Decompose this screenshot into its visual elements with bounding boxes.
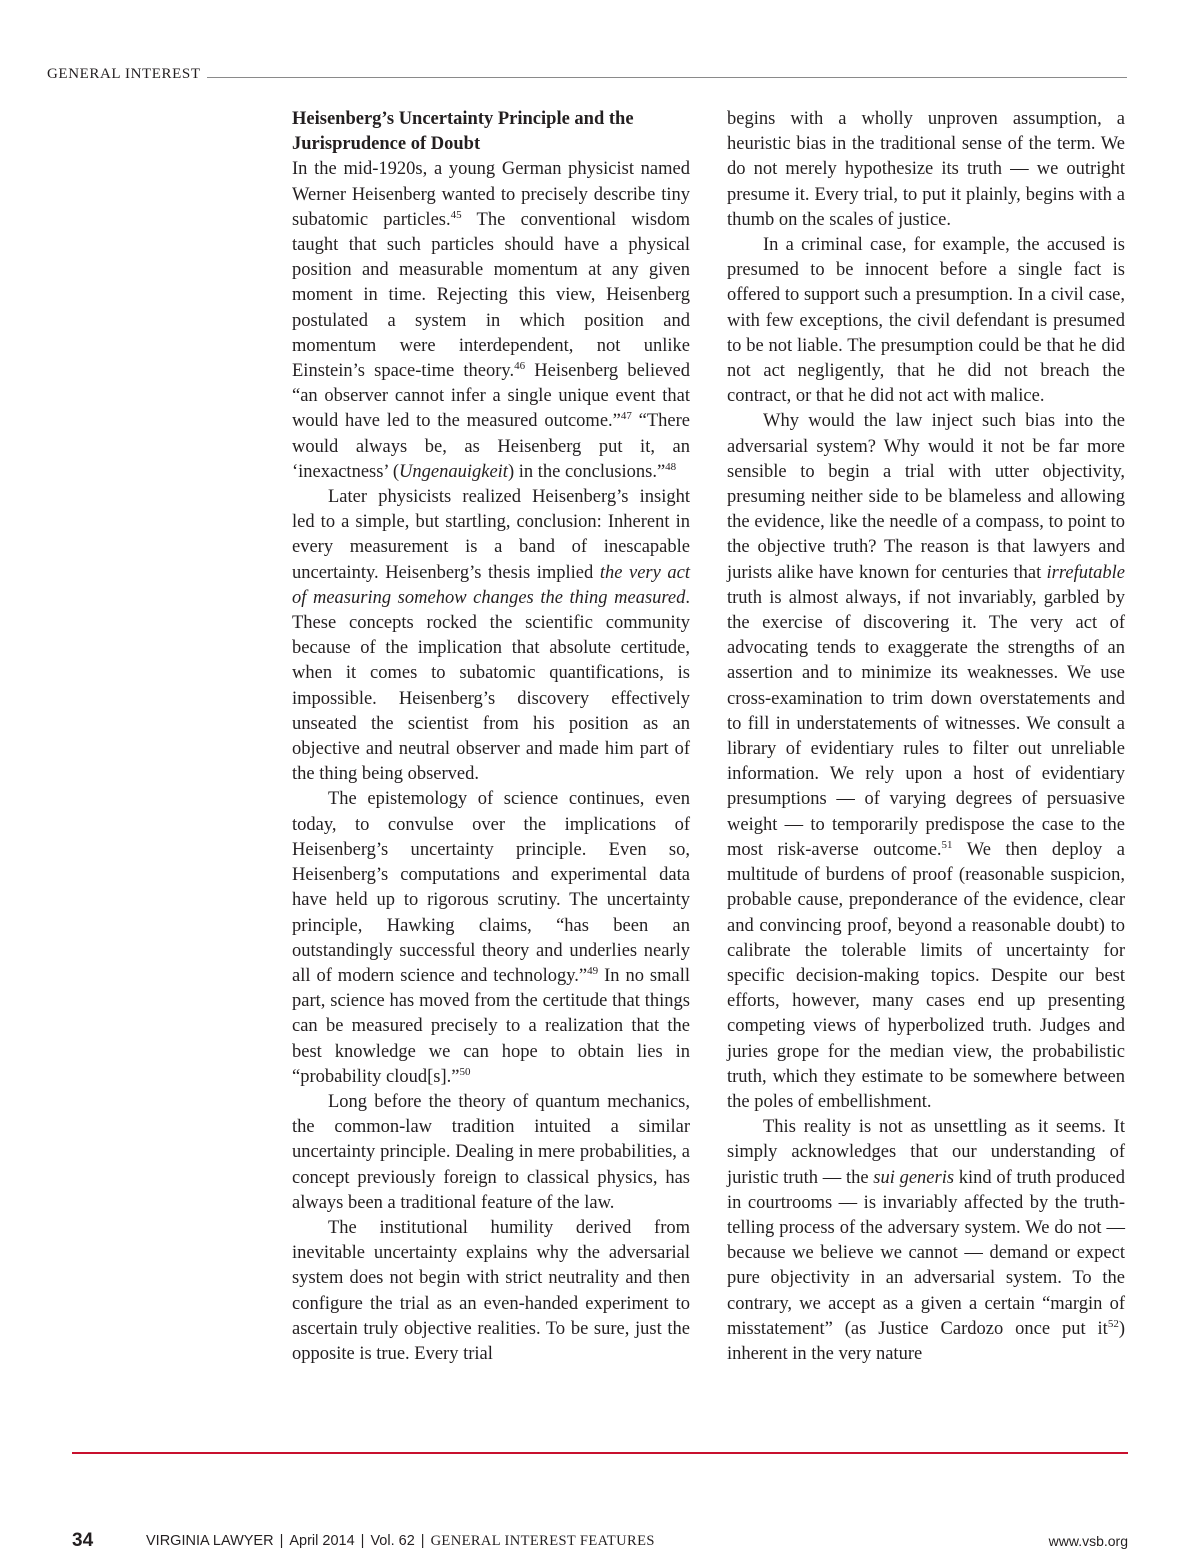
article-heading: Heisenberg’s Uncertainty Principle and the Jurisprudence of Doubt [292, 109, 634, 155]
italic-term: irrefutable [1046, 562, 1125, 583]
text-run: Why would the law inject such bias into the adversarial system? Why would it not be far more sensible to begin a trial with utter objectivity, presuming neither side to be blameless and allowing the evidence, like the needle of a compass, to point to the objective truth? The reason is that lawyers and jurists alike have known for centuries that [727, 411, 1125, 583]
footer-rule [72, 1452, 1128, 1454]
footnote-ref-46: 46 [514, 360, 526, 373]
issue-volume: Vol. 62 [370, 1532, 415, 1549]
footer-section: GENERAL INTEREST FEATURES [430, 1532, 655, 1549]
text-run: The conventional wisdom taught that such particles should have a physical position and measurable momentum at any given moment in time. Rejecting this view, Heisenberg postulated a system in which position and momentum were interdependent, not unlike Einstein’s space-time theory. [292, 209, 690, 382]
text-run: “There would always be, as Heisenberg put it, an ‘inexactness’ ( [292, 411, 690, 482]
paragraph-6: In a criminal case, for example, the accused is presumed to be innocent before a single fact is offered to support such a presumption. In a civil case, with few exceptions, the civil defendant is presumed to be not liable. The presumption could be that he did not act negligently, that he did not breach the contract, or that he did not act with malice. [727, 235, 1125, 407]
publication-name: VIRGINIA LAWYER [146, 1532, 274, 1549]
footnote-ref-47: 47 [620, 410, 632, 423]
footnote-ref-45: 45 [450, 208, 462, 221]
footnote-ref-52: 52 [1107, 1317, 1119, 1330]
paragraph-5-part-1: The institutional humility derived from inevitable uncertainty explains why the adversarial system does not begin with strict neutrality and then configure the trial as an even-handed experiment to ascertain truly objective realities. To be sure, just the opposite is true. Every trial [292, 1217, 690, 1364]
header-rule [207, 77, 1127, 78]
text-run: ) inherent in the very nature [727, 1318, 1125, 1364]
paragraph-7 [727, 409, 1125, 1115]
website-link[interactable]: www.vsb.org [1048, 1533, 1128, 1549]
paragraph-5-part-2: begins with a wholly unproven assumption, a heuristic bias in the traditional sense of the term. We do not merely hypothesize its truth — we outright presume it. Every trial, to put it plainly, begins with a thumb on the scales of justice. [727, 109, 1125, 230]
paragraph-4: Long before the theory of quantum mechanics, the common-law tradition intuited a similar uncertainty principle. Dealing in mere probabilities, a concept previously foreign to classical physics, has always been a traditional feature of the law. [292, 1091, 690, 1213]
text-run: Heisenberg believed “an observer cannot infer a single unique event that would have led to the measured outcome.” [292, 361, 691, 432]
section-label: GENERAL INTEREST [47, 66, 201, 82]
paragraph-8 [727, 1115, 1125, 1367]
page-number: 34 [72, 1530, 94, 1551]
italic-phrase: the very act of measuring somehow changes the thing measured [292, 562, 690, 608]
issue-date: April 2014 [289, 1532, 355, 1549]
issue-info [146, 1533, 1049, 1550]
footnote-ref-50: 50 [459, 1065, 471, 1078]
paragraph-3 [292, 787, 690, 1089]
paragraph-1 [292, 157, 690, 485]
text-run: truth is almost always, if not invariably, garbled by the exercise of discovering it. The very act of advocating tends to exaggerate the strengths of an assertion and to minimize its weaknesses. We use cross-examination to trim down overstatements and to fill in understatements of witnesses. We consult a library of evidentiary rules to filter out unreliable information. We rely upon a host of evidentiary presumptions — of varying degrees of persuasive weight — to temporarily predispose the case to the most risk-averse outcome. [727, 587, 1125, 860]
text-run: The epistemology of science continues, even today, to convulse over the implications of Heisenberg’s uncertainty principle. Even so, Heisenberg’s computations and experimental data have held up to rigorous scrutiny. The uncertainty principle, Hawking claims, “has been an outstandingly successful theory and underlies nearly all of modern science and technology.” [292, 789, 690, 986]
separator: | [420, 1532, 425, 1549]
footnote-ref-51: 51 [941, 838, 953, 851]
text-run: kind of truth produced in courtrooms — is invariably affected by the truth-telling process of the adversary system. We do not — because we believe we cannot — demand or expect pure objectivity in an adversarial system. To the contrary, we accept as a given a certain “margin of misstatement” (as Justice Cardozo once put it [727, 1167, 1125, 1339]
footnote-ref-48: 48 [665, 460, 677, 473]
text-run: In no small part, science has moved from the certitude that things can be measured precisely to a realization that the best knowledge we can hope to obtain lies in “probability cloud[s].” [292, 965, 690, 1087]
footnote-ref-49: 49 [587, 964, 599, 977]
text-run: . These concepts rocked the scientific community because of the implication that absolute certitude, when it comes to subatomic quantifications, is impossible. Heisenberg’s discovery effectively unseated the scientist from his position as an objective and neutral observer and made him part of the thing being observed. [292, 587, 690, 785]
italic-term: sui generis [873, 1167, 955, 1188]
italic-term: Ungenauigkeit [399, 461, 508, 482]
text-run: In the mid-1920s, a young German physicist named Werner Heisenberg wanted to precisely describe tiny subatomic particles. [292, 159, 690, 230]
paragraph-2 [292, 485, 690, 787]
separator: | [279, 1532, 284, 1549]
text-run: Later physicists realized Heisenberg’s insight led to a simple, but startling, conclusion: Inherent in every measurement is a band of inescapable uncertainty. Heisenberg’s thesis implied [292, 487, 690, 583]
text-run: ) in the conclusions.” [507, 461, 666, 482]
article-column-right [727, 107, 1125, 1367]
text-run: We then deploy a multitude of burdens of proof (reasonable suspicion, probable cause, preponderance of the evidence, clear and convincing proof, beyond a reasonable doubt) to calibrate the tolerable limits of uncertainty for specific decision-making topics. Despite our best efforts, however, many cases end up presenting competing views of hyperbolized truth. Judges and juries grope for the median view, the probabilistic truth, which they estimate to be somewhere between the poles of embellishment. [727, 839, 1125, 1112]
article-column-left [292, 107, 690, 1367]
page-footer [72, 1528, 1128, 1554]
text-run: This reality is not as unsettling as it seems. It simply acknowledges that our understanding of juristic truth — the [727, 1117, 1125, 1188]
separator: | [360, 1532, 365, 1549]
running-head [47, 58, 1127, 82]
